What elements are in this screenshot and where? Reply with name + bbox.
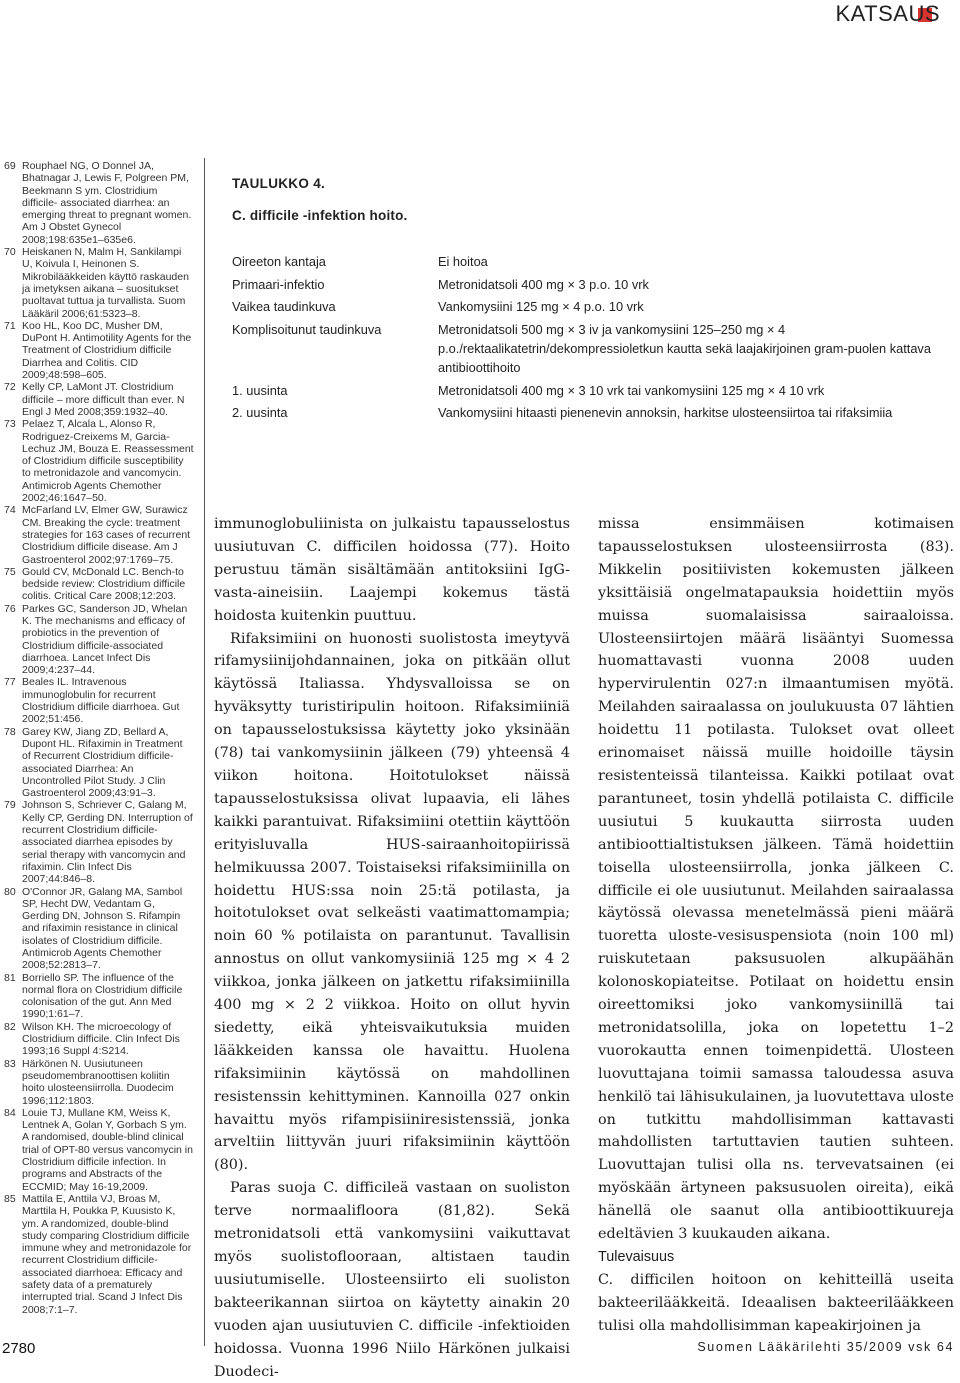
reference-text: Rouphael NG, O Donnel JA, Bhatnagar J, Lewis F, Polgreen PM, Beekmann S ym. Clostridium difficile- associated diarrhea: an emerging threat to pregnant women. Am J Obstet Gynecol 2008;198:635e1–635e6. xyxy=(22,160,192,246)
table-row-label: Oireeton kantaja xyxy=(232,254,326,269)
reference-number: 78 xyxy=(4,725,16,738)
reference-item xyxy=(4,160,194,246)
reference-text: Pelaez T, Alcala L, Alonso R, Rodriguez-Creixems M, Garcia-Lechuz JM, Bouza E. Reassessment of Clostridium difficile susceptibility to metronidazole and vancomycin. Antimicrob Agents Chemother 2002;46:1647–50. xyxy=(22,418,194,505)
reference-item xyxy=(4,504,194,565)
reference-text: Borriello SP. The influence of the normal flora on Clostridium difficile colonisation of the gut. Ann Med 1990;1:61–7. xyxy=(22,971,183,1021)
table-subtitle: C. difficile -infektion hoito. xyxy=(232,208,408,223)
section-title: KATSAUS xyxy=(835,1,940,26)
reference-text: O'Connor JR, Galang MA, Sambol SP, Hecht DW, Vedantam G, Gerding DN, Johnson S. Rifampin and rifaximin resistance in clinical isolates of Clostridium difficile. Antimicrob Agents Chemother 2008;52:2813–7. xyxy=(22,885,183,972)
reference-item xyxy=(4,1058,194,1107)
reference-text: Garey KW, Jiang ZD, Bellard A, Dupont HL. Rifaximin in Treatment of Recurrent Clostridium difficile-associated Diarrhea: An Uncontrolled Pilot Study. J Clin Gastroenterol 2009;43:91–3. xyxy=(22,725,183,800)
reference-item xyxy=(4,566,194,603)
reference-text: Wilson KH. The microecology of Clostridium difficile. Clin Infect Dis 1993;16 Suppl 4:S214. xyxy=(22,1020,180,1058)
body-paragraph: missa ensimmäisen kotimaisen tapausselostuksen ulosteensiirrosta (83). Mikkelin positiivisten kokemusten jälkeen yksittäisiä ongelmatapauksia hoidettiin myös muissa suomalaisissa sairaaloissa. Ulosteensiirtojen määrä lisääntyi Suomessa huomattavasti vuonna 2008 uuden hypervirulentin 027:n ilmaantumisen myötä. Meilahden sairaalassa on joulukuusta 07 lähtien hoidettu 11 potilasta. Tulokset ovat olleet erinomaiset näissä muille hoidoille täysin resistenteissä tilanteissa. Kaikki potilaat ovat parantuneet, tosin yhdellä potilaista C. difficile uusiutui 5 kuukautta siirrosta uuden antibioottialtistuksen jälkeen. Tämä hoidettiin toisella ulosteensiirrolla, jonka jälkeen C. difficile ei ole uusiutunut. Meilahden sairaalassa käytössä olevassa menetelmässä pieni määrä tuoretta uloste-vesisuspensiota (noin 100 ml) ruiskutetaan paksusuolen alkupäähän kolonoskopiateitse. Potilaat on hoidettu ensin oireettomiksi joko vankomysiinillä tai metronidatsolilla, joka on lopetettu 1–2 vuorokautta ennen toimenpidettä. Ulosteen luovuttajana toimii samassa taloudessa asuva henkilö tai lähisukulainen, ja luovutettava uloste on tutkittu mahdollisimman kattavasti mahdollisten tartuttavien tautien suhteen. Luovuttajan tulisi olla ns. tervevatsainen (ei myöskään ärtyneen paksusuolen oireita), eikä hänellä ole saanut olla antibioottikuureja edeltävien 3 kuukauden aikana. xyxy=(598,516,954,1243)
reference-text: Beales IL. Intravenous immunoglobulin for recurrent Clostridium difficile diarrhoea. Gut 2002;51:456. xyxy=(22,676,180,726)
reference-item xyxy=(4,726,194,800)
reference-text: Louie TJ, Mullane KM, Weiss K, Lentnek A, Golan Y, Gorbach S ym. A randomised, double-blind clinical trial of OPT-80 versus vancomycin in Clostridium difficile infection. In programs and Abstracts of the ECCMID; May 16-19,2009. xyxy=(22,1106,193,1193)
reference-number: 76 xyxy=(4,602,16,615)
reference-text: Parkes GC, Sanderson JD, Whelan K. The mechanisms and efficacy of probiotics in the prevention of Clostridium difficile-associated diarrhoea. Lancet Infect Dis 2009;4:237–44. xyxy=(22,602,188,677)
reference-item xyxy=(4,418,194,504)
reference-number: 81 xyxy=(4,971,16,984)
table-row-label: 2. uusinta xyxy=(232,405,288,420)
reference-item xyxy=(4,320,194,381)
table-row-label: 1. uusinta xyxy=(232,383,288,398)
reference-number: 75 xyxy=(4,565,16,578)
reference-item xyxy=(4,676,194,725)
column-divider xyxy=(204,158,205,1346)
reference-number: 74 xyxy=(4,504,16,517)
reference-number: 69 xyxy=(4,160,16,172)
reference-item xyxy=(4,1107,194,1193)
reference-number: 82 xyxy=(4,1020,16,1033)
reference-text: Härkönen N. Uusiutuneen pseudomembranoottisen koliitin hoito ulosteensiirrolla. Duodecim 1996;112:1803. xyxy=(22,1057,174,1107)
table-row-label: Vaikea taudinkuva xyxy=(232,299,336,314)
reference-item xyxy=(4,972,194,1021)
reference-number: 72 xyxy=(4,381,16,394)
body-paragraph: Paras suoja C. difficileä vastaan on suoliston terve normaalifloora (81,82). Sekä metronidatsoli että vankomysiini vaikuttavat myös suolistoflooraan, altistaen taudin uusiutumiselle. Ulosteensiirto eli suoliston bakteerikannan siirtoa on käytetty ainakin 20 vuoden ajan uusiutuvien C. difficile -infektioiden hoidossa. Vuonna 1996 Niilo Härkönen julkaisi Duodeci- xyxy=(214,1180,570,1380)
reference-list xyxy=(4,160,194,1316)
reference-number: 73 xyxy=(4,418,16,431)
body-column-right xyxy=(598,513,954,1338)
body-paragraph: C. difficilen hoitoon on kehitteillä useita bakteerilääkkeitä. Ideaalisen bakteerilääkkeen tulisi olla mahdollisimman kapeakirjoinen ja xyxy=(598,1271,954,1334)
table-title: TAULUKKO 4. xyxy=(232,176,326,191)
reference-text: Gould CV, McDonald LC. Bench-to bedside review: Clostridium difficile colitis. Critical Care 2008;12:203. xyxy=(22,565,186,603)
reference-item xyxy=(4,1021,194,1058)
journal-footer: Suomen Lääkärilehti 35/2009 vsk 64 xyxy=(697,1340,954,1354)
page-number: 2780 xyxy=(2,1340,36,1357)
table-row-value: Vankomysiini 125 mg × 4 p.o. 10 vrk xyxy=(438,299,644,314)
reference-number: 77 xyxy=(4,676,16,689)
reference-item xyxy=(4,246,194,320)
table-row-value: Metronidatsoli 400 mg × 3 p.o. 10 vrk xyxy=(438,277,649,292)
reference-number: 70 xyxy=(4,246,16,259)
reference-item xyxy=(4,381,194,418)
reference-item xyxy=(4,799,194,885)
reference-item xyxy=(4,603,194,677)
reference-number: 84 xyxy=(4,1106,16,1119)
reference-number: 80 xyxy=(4,885,16,898)
reference-item xyxy=(4,886,194,972)
table-row-value: Vankomysiini hitaasti pienenevin annoksin, harkitse ulosteensiirtoa tai rifaksimiia xyxy=(438,405,893,420)
body-paragraph: Rifaksimiini on huonosti suolistosta imeytyvä rifamysiinijohdannainen, joka on pitkään ollut käytössä Italiassa. Yhdysvalloissa se on hyväksytty turistiripulin hoitoon. Rifaksimiiniä on tapausselostuksissa käytetty joko yksinään (78) tai vankomysiinin jälkeen (79) yhteensä 4 viikon hoitona. Hoitotulokset näissä tapausselostuksissa olivat lupaavia, eli lähes kaikki parantuivat. Rifaksimiini otettiin käyttöön erityisluvalla HUS-sairaanhoitopiirissä helmikuussa 2007. Toistaiseksi rifaksimiinilla on hoidettu HUS:ssa noin 25:tä potilasta, ja hoitotulokset ovat selkeästi vaatimattomampia; noin 60 % potilaista on parantunut. Tavallisin annostus on ollut vankomysiiniä 125 mg × 4 2 viikkoa, jonka jälkeen on jatkettu rifaksimiinilla 400 mg × 2 2 viikkoa. Hoito on ollut hyvin siedetty, eikä yhteisvaikutuksia muiden lääkkeiden kanssa ole havaittu. Huolena rifaksimiinin käytössä on mahdollinen resistenssin kehittyminen. Kannoilla 027 onkin havaittu myös rifampisiiniresistenssiä, jonka arveltiin liittyvän juuri rifaksimiinin käyttöön (80). xyxy=(214,630,570,1174)
body-column-middle xyxy=(214,513,570,1383)
table-row-label: Komplisoitunut taudinkuva xyxy=(232,322,382,337)
reference-text: Heiskanen N, Malm H, Sankilampi U, Koivula I, Heinonen S. Mikrobilääkkeiden käyttö raskauden ja imetyksen aikana – suositukset puoltavat tuttua ja turvallista. Suom Lääkäril 2006;61:5323–8. xyxy=(22,246,189,320)
reference-number: 79 xyxy=(4,799,16,812)
reference-text: Kelly CP, LaMont JT. Clostridium difficile – more difficult than ever. N Engl J Med 2008;359:1932–40. xyxy=(22,381,185,418)
reference-text: Johnson S, Schriever C, Galang M, Kelly CP, Gerding DN. Interruption of recurrent Clostridium difficile-associated diarrhea episodes by serial therapy with vancomycin and rifaximin. Clin Infect Dis 2007;44:846–8. xyxy=(22,799,193,886)
reference-number: 83 xyxy=(4,1057,16,1070)
table-row-label: Primaari-infektio xyxy=(232,277,325,292)
section-subheading: Tulevaisuus xyxy=(598,1249,675,1265)
reference-text: Koo HL, Koo DC, Musher DM, DuPont H. Antimotility Agents for the Treatment of Clostridium difficile Diarrhea and Colitis. CID 2009;48:598–605. xyxy=(22,319,192,382)
table-row-value: Ei hoitoa xyxy=(438,254,488,269)
reference-text: McFarland LV, Elmer GW, Surawicz CM. Breaking the cycle: treatment strategies for 163 cases of recurrent Clostridium difficile disease. Am J Gastroenterol 2002;97:1769–75. xyxy=(22,504,191,566)
reference-text: Mattila E, Anttila VJ, Broas M, Marttila H, Poukka P, Kuusisto K, ym. A randomized, double-blind study comparing Clostridium difficile immune whey and metronidazole for recurrent Clostridium difficile-associated diarrhoea: Efficacy and safety data of a prematurely interrupted trial. Scand J Infect Dis 2008;7:1–7. xyxy=(22,1192,192,1316)
table-row-value: Metronidatsoli 500 mg × 3 iv ja vankomysiini 125–250 mg × 4 p.o./rektaalikatetrin/dekompressioletkun kautta sekä laajakirjoinen gram-puolen kattava antibioottihoito xyxy=(438,322,931,375)
table-row-value: Metronidatsoli 400 mg × 3 10 vrk tai vankomysiini 125 mg × 4 10 vrk xyxy=(438,383,825,398)
body-paragraph: immunoglobuliinista on julkaistu tapausselostus uusiutuvan C. difficilen hoidossa (77). Hoito perustuu tämän sisältämään antitoksiini IgG-vasta-aineisiin. Laajempi kokemus tästä hoidosta kuitenkin puuttuu. xyxy=(214,516,570,624)
reference-number: 71 xyxy=(4,319,16,332)
reference-number: 85 xyxy=(4,1192,16,1205)
reference-item xyxy=(4,1193,194,1316)
